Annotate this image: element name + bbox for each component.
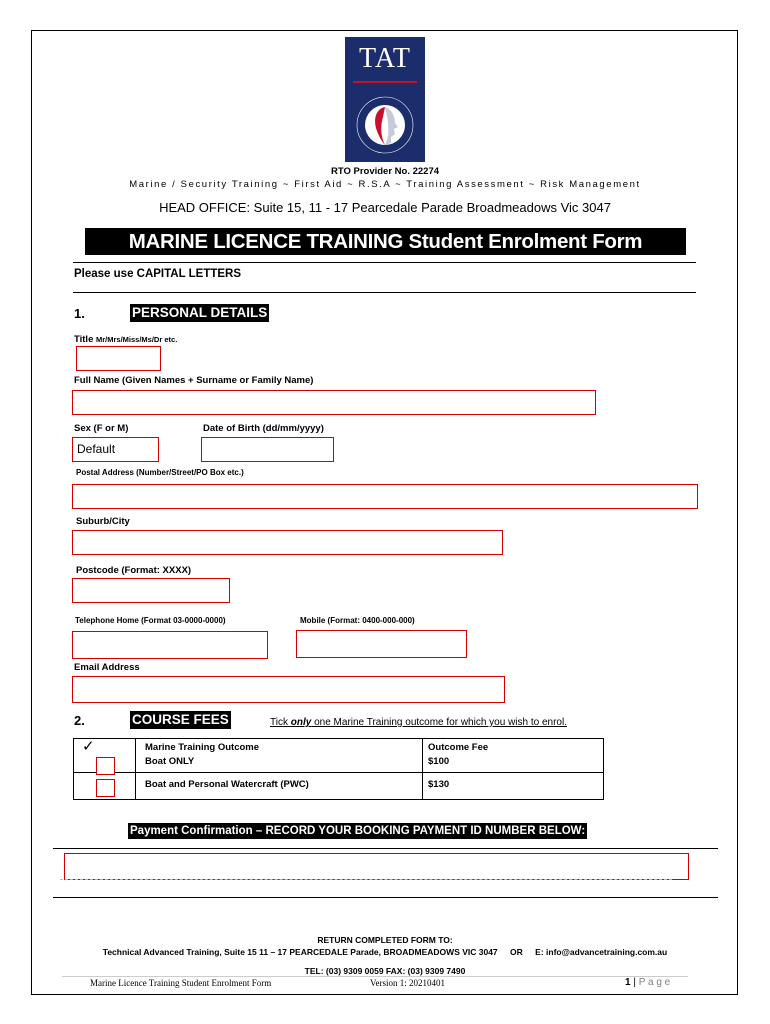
rto-number: RTO Provider No. 22274: [330, 166, 440, 177]
tel-home-label: Telephone Home (Format 03-0000-0000): [75, 616, 226, 625]
page-separator: |: [633, 977, 636, 988]
dob-label: Date of Birth (dd/mm/yyyy): [203, 423, 324, 434]
postcode-field[interactable]: [72, 578, 230, 603]
return-address: Technical Advanced Training, Suite 15 11 – 17 PEARCEDALE Parade, BROADMEADOWS VIC 3047: [102, 947, 498, 957]
section2-instruction: [270, 717, 567, 728]
title-hint: Mr/Mrs/Miss/Ms/Dr etc.: [96, 335, 178, 344]
footer-page: [625, 977, 670, 988]
title-label: [74, 334, 177, 345]
section2-number: 2.: [74, 713, 85, 728]
tick-icon: ✓: [82, 738, 95, 755]
row-1-checkbox[interactable]: [96, 757, 115, 775]
tat-logo: [345, 37, 425, 162]
instruction-post: one Marine Training outcome for which you wish to enrol.: [311, 717, 567, 728]
payment-title: Payment Confirmation – RECORD YOUR BOOKING PAYMENT ID NUMBER BELOW:: [130, 825, 586, 837]
footer-rule: [62, 976, 688, 977]
return-email: E: info@advancetraining.com.au: [535, 947, 668, 957]
table-row-divider: [74, 772, 603, 773]
payment-dashed-line: [60, 879, 672, 880]
form-title: MARINE LICENCE TRAINING Student Enrolment Form: [85, 228, 686, 255]
dob-field[interactable]: [201, 437, 334, 462]
return-title: RETURN COMPLETED FORM TO:: [317, 935, 453, 945]
suburb-label: Suburb/City: [76, 516, 130, 527]
row-1-outcome: Boat ONLY: [145, 756, 195, 767]
suburb-field[interactable]: [72, 530, 503, 555]
postal-field[interactable]: [72, 484, 698, 509]
or-text: OR: [510, 947, 523, 957]
page-word: P a g e: [638, 977, 671, 988]
mobile-field[interactable]: [296, 630, 467, 658]
payment-rule-bottom: [53, 897, 718, 898]
instruction-pre: Tick: [270, 717, 291, 728]
page-number: 1: [625, 977, 631, 988]
table-col-divider-2: [422, 739, 423, 799]
footer-doc-name: Marine Licence Training Student Enrolment Form: [90, 978, 272, 988]
col-outcome-header: Marine Training Outcome: [145, 742, 260, 753]
logo-text: TAT: [358, 43, 412, 74]
rule-2: [73, 292, 696, 293]
row-2-checkbox[interactable]: [96, 779, 115, 797]
tagline: Marine / Security Training ~ First Aid ~ R.S.A ~ Training Assessment ~ Risk Management: [129, 179, 641, 190]
section2-title: COURSE FEES: [132, 712, 229, 727]
full-name-label: Full Name (Given Names + Surname or Family Name): [74, 375, 314, 386]
return-address-line: [0, 947, 770, 957]
logo-divider: [353, 81, 417, 83]
payment-id-field[interactable]: [64, 853, 689, 880]
mobile-label: Mobile (Format: 0400-000-000): [300, 616, 415, 625]
col-fee-header: Outcome Fee: [428, 742, 489, 753]
full-name-field[interactable]: [72, 390, 596, 415]
row-2-fee: $130: [428, 779, 450, 790]
postal-label: Postal Address (Number/Street/PO Box etc.): [76, 468, 244, 477]
email-field[interactable]: [72, 676, 505, 703]
row-1-fee: $100: [428, 756, 450, 767]
title-field[interactable]: [76, 346, 161, 371]
section1-title: PERSONAL DETAILS: [132, 305, 268, 320]
sex-label: Sex (F or M): [74, 423, 129, 434]
sex-field[interactable]: Default: [72, 437, 159, 462]
title-label-text: Title: [74, 334, 94, 345]
rule-1: [73, 262, 696, 263]
tel-home-field[interactable]: [72, 631, 268, 659]
row-2-outcome: Boat and Personal Watercraft (PWC): [145, 779, 309, 790]
table-col-divider-1: [135, 739, 136, 799]
payment-rule-top: [53, 848, 718, 849]
return-phone: TEL: (03) 9309 0059 FAX: (03) 9309 7490: [304, 966, 466, 976]
postcode-label: Postcode (Format: XXXX): [76, 565, 192, 576]
instruction-only: only: [290, 717, 312, 728]
logo-emblem: [345, 87, 425, 162]
section1-number: 1.: [74, 306, 85, 321]
footer-version: Version 1: 20210401: [370, 978, 445, 988]
capitals-note: Please use CAPITAL LETTERS: [74, 268, 242, 280]
head-office: HEAD OFFICE: Suite 15, 11 - 17 Pearcedale Parade Broadmeadows Vic 3047: [159, 200, 611, 215]
email-label: Email Address: [74, 662, 140, 673]
fees-table: [73, 738, 604, 800]
